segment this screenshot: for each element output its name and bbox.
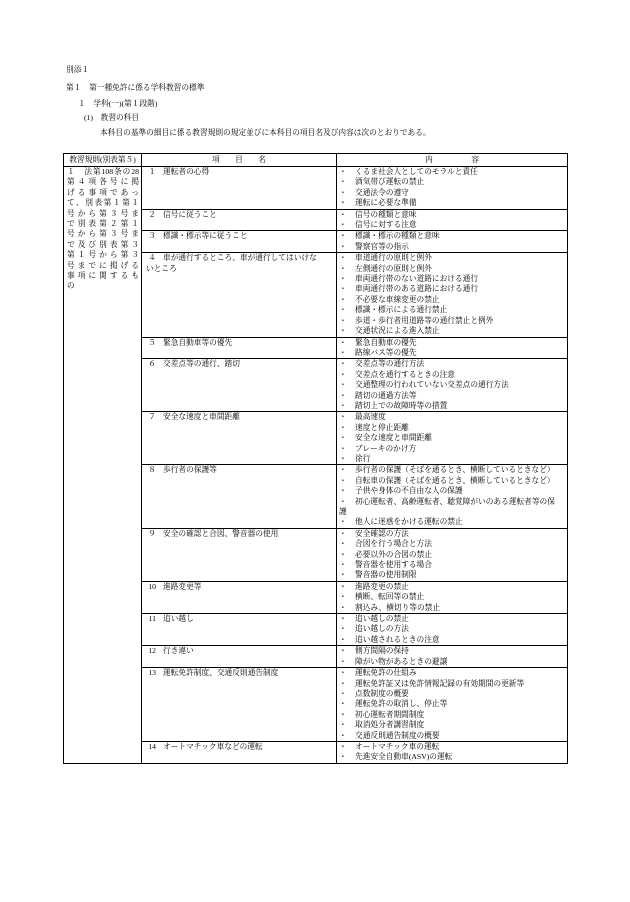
content-text: 踏切上での故障時等の措置 [355,400,448,410]
content-item [339,338,561,348]
intro-text: 本科目の基準の細目に係る教習規則の規定並びに本科目の項目名及び内容は次のとおりである。 [100,128,431,137]
item-number: ２ [148,209,156,219]
content-text: 交通反則通告制度の概要 [355,730,440,740]
bullet-mark: ・ [339,337,347,347]
content-item [339,167,561,177]
content-text: 酒気帯び運転の禁止 [355,177,425,187]
content-text: 緊急自動車の優先 [355,337,417,347]
content-text: 歩行者の保護（そばを通るとき、横断しているときなど） [355,465,555,475]
bullet-mark: ・ [339,517,347,527]
item-number: 10 [148,581,156,591]
content-cell [337,529,567,581]
bullet-mark: ・ [339,443,347,453]
item-name-cell [142,253,337,336]
bullet-mark: ・ [339,315,347,325]
content-text: 横断、転回等の禁止 [355,592,425,602]
item-number: 14 [148,741,156,751]
content-text: 追い越しの禁止 [355,614,409,624]
bullet-mark: ・ [339,709,347,719]
bullet-mark: ・ [339,231,347,241]
subsection-heading: １ 学科(一)(第１段階) [78,99,158,108]
content-cell [337,231,567,252]
content-text: 歩道・歩行者用道路等の通行禁止と例外 [355,315,494,325]
content-cell [337,412,567,464]
content-text: 徐行 [355,453,371,463]
content-item [339,412,561,422]
attachment-label: 別添１ [66,65,90,74]
content-item [339,560,561,570]
content-item [339,177,561,187]
content-text: 安全確認の方法 [355,528,409,538]
content-item [339,679,561,689]
bullet-mark: ・ [339,187,347,197]
content-item [339,657,561,667]
table-row [142,646,567,668]
item-title: 車が通行するところ、車が通行してはいけないところ [146,253,317,273]
bullet-mark: ・ [339,496,347,506]
content-item [339,348,561,358]
content-text: 進路変更の禁止 [355,581,409,591]
bullet-mark: ・ [339,241,347,251]
header-rule: 教習規則(別表第５) [64,154,142,166]
content-text: 交通整理の行われていない交差点の通行方法 [355,380,509,390]
bullet-mark: ・ [339,730,347,740]
content-text: 信号に対する注意 [355,220,417,230]
content-item [339,433,561,443]
item-number: 12 [148,646,156,656]
content-text: 車両通行帯のある道路における通行 [355,284,479,294]
content-item [339,444,561,454]
bullet-mark: ・ [339,678,347,688]
bullet-mark: ・ [339,656,347,666]
content-item [339,486,561,496]
bullet-mark: ・ [339,475,347,485]
table-row [142,742,567,763]
item-number: ５ [148,337,156,347]
content-item [339,529,561,539]
bullet-mark: ・ [339,453,347,463]
item-name-cell [142,338,337,359]
content-item [339,391,561,401]
item-name-cell [142,465,337,527]
content-text: 点数制度の概要 [355,688,409,698]
item-title: 緊急自動車等の優先 [163,337,233,347]
table-body [64,167,567,763]
content-text: 運転に必要な準備 [355,198,417,208]
rule-text-line: の [67,281,75,291]
table-row [142,167,567,210]
bullet-mark: ・ [339,646,347,656]
content-item [339,539,561,549]
item-number: ８ [148,465,156,475]
rule-text-line: 事項に関するも [67,271,139,281]
content-text: 追い越しの方法 [355,624,409,634]
content-text: 不必要な車線変更の禁止 [355,294,440,304]
table-row [142,582,567,614]
content-item [339,550,561,560]
item-name-cell [142,359,337,411]
bullet-mark: ・ [339,570,347,580]
rule-text-line: 号から第３号ま [67,229,139,239]
bullet-mark: ・ [339,528,347,538]
bullet-mark: ・ [339,624,347,634]
bullet-mark: ・ [339,400,347,410]
content-item [339,198,561,208]
content-cell [337,646,567,667]
content-text: 交差点を通行するときの注意 [355,369,455,379]
content-item [339,264,561,274]
bullet-mark: ・ [339,412,347,422]
content-item [339,295,561,305]
bullet-mark: ・ [339,198,347,208]
content-text: 速度と停止距離 [355,422,409,432]
bullet-mark: ・ [339,752,347,762]
item-name-cell [142,582,337,613]
content-text: ブレーキのかけ方 [355,443,417,453]
content-text: 初心運転者、高齢運転者、聴覚障がいのある運転者等の保護 [339,496,555,516]
bullet-mark: ・ [339,209,347,219]
content-text: 取消処分者講習制度 [355,720,425,730]
content-item [339,742,561,752]
content-item [339,380,561,390]
content-text: 他人に迷惑をかける運転の禁止 [355,517,463,527]
curriculum-table [63,153,568,764]
bullet-mark: ・ [339,581,347,591]
rule-text-line: １ 法第108条の28 [67,167,139,176]
content-item [339,668,561,678]
bullet-mark: ・ [339,614,347,624]
bullet-mark: ・ [339,539,347,549]
content-text: 警音器の使用制限 [355,570,417,580]
bullet-mark: ・ [339,380,347,390]
rule-text-line: て、別表第１第１ [67,198,139,208]
content-item [339,370,561,380]
bullet-mark: ・ [339,294,347,304]
content-item [339,570,561,580]
content-text: くるま社会人としてのモラルと責任 [355,167,478,176]
content-text: 運転免許の仕組み [355,668,417,678]
content-item [339,592,561,602]
content-item [339,359,561,369]
item-title: 信号に従うこと [163,209,217,219]
item-number: ９ [148,528,156,538]
bullet-mark: ・ [339,347,347,357]
content-item [339,517,561,527]
table-row [142,359,567,412]
content-text: オートマチック車の運転 [355,741,440,751]
rule-text-line: 号までに掲げる [67,260,139,270]
content-item [339,624,561,634]
item-name-cell [142,210,337,231]
content-item [339,582,561,592]
item-number: ６ [148,359,156,369]
item-number: 11 [148,614,156,624]
item-number: １ [148,167,156,176]
content-item [339,210,561,220]
content-text: 左側通行の原則と例外 [355,263,432,273]
item-name-cell [142,167,337,209]
bullet-mark: ・ [339,668,347,678]
item-name-cell [142,231,337,252]
table-row [142,668,567,742]
bullet-mark: ・ [339,720,347,730]
content-item [339,284,561,294]
content-text: 警察官等の指示 [355,241,409,251]
bullet-mark: ・ [339,560,347,570]
bullet-mark: ・ [339,305,347,315]
bullet-mark: ・ [339,220,347,230]
bullet-mark: ・ [339,602,347,612]
item-number: ４ [148,253,156,263]
content-text: 運転免許証又は免許情報記録の有効期間の更新等 [355,678,525,688]
content-text: 追い越されるときの注意 [355,634,440,644]
content-text: 最高速度 [355,412,386,422]
item-name-cell [142,646,337,667]
item-title: 運転免許制度、交通反則通告制度 [163,668,279,678]
bullet-mark: ・ [339,359,347,369]
content-item [339,305,561,315]
table-row [142,253,567,337]
content-item [339,497,561,518]
rule-text-line: で別表第２第１ [67,219,139,229]
item-title: 安全な速度と車間距離 [163,412,240,422]
content-item [339,731,561,741]
content-text: 踏切の通過方法等 [355,390,417,400]
content-text: 初心運転者期間制度 [355,709,425,719]
item-title: 行き違い [163,646,194,656]
content-item [339,752,561,762]
content-item [339,699,561,709]
content-item [339,635,561,645]
item-name-cell [142,412,337,464]
rule-text-line: 第１号から第３ [67,250,139,260]
content-text: 自転車の保護（そばを通るとき、横断しているときなど） [355,475,555,485]
item-title: 安全の確認と合図、警音器の使用 [163,528,279,538]
content-text: 車道通行の原則と例外 [355,253,432,263]
table-row [142,465,567,528]
content-text: 運転免許の取消し、停止等 [355,699,448,709]
content-item [339,188,561,198]
content-text: 先進安全自動車(ASV)の運転 [355,752,453,762]
bullet-mark: ・ [339,369,347,379]
content-text: 障がい物があるときの避譲 [355,656,448,666]
item-number: ７ [148,412,156,422]
content-text: 信号の種類と意味 [355,209,417,219]
item-title: 追い越し [163,614,194,624]
bullet-mark: ・ [339,263,347,273]
content-item [339,242,561,252]
rule-text-line: 第４項各号に掲 [67,177,139,187]
bullet-mark: ・ [339,274,347,284]
content-text: 必要以外の合図の禁止 [355,549,432,559]
content-text: 路線バス等の優先 [355,347,417,357]
bullet-mark: ・ [339,634,347,644]
item-title: 交差点等の通行、踏切 [163,359,240,369]
bullet-mark: ・ [339,253,347,263]
bullet-mark: ・ [339,688,347,698]
bullet-mark: ・ [339,486,347,496]
item-title: 運転者の心得 [163,167,210,176]
table-row [142,529,567,582]
content-item [339,710,561,720]
row-list [142,167,567,763]
content-cell [337,742,567,763]
content-cell [337,668,567,741]
content-item [339,646,561,656]
content-text: 安全な速度と車間距離 [355,433,432,443]
content-item [339,454,561,464]
item-number: ３ [148,231,156,241]
content-item [339,231,561,241]
content-cell [337,614,567,645]
rule-text-line: で及び別表第３ [67,239,139,249]
content-item [339,316,561,326]
content-text: 警音器を使用する場合 [355,560,432,570]
bullet-mark: ・ [339,284,347,294]
bullet-mark: ・ [339,433,347,443]
content-item [339,401,561,411]
content-item [339,253,561,263]
content-text: 交差点等の通行方法 [355,359,425,369]
table-row [142,412,567,465]
item-name-cell [142,614,337,645]
bullet-mark: ・ [339,549,347,559]
content-text: 標識・標示による通行禁止 [355,305,448,315]
rule-text-line: げる事項であっ [67,187,139,197]
content-item [339,614,561,624]
content-cell [337,338,567,359]
content-cell [337,359,567,411]
section-heading: 第１ 第一種免許に係る学科教習の標準 [66,83,205,92]
item-number: 13 [148,668,156,678]
table-header [64,154,567,167]
content-text: 標識・標示の種類と意味 [355,231,440,241]
bullet-mark: ・ [339,326,347,336]
content-text: 子供や身体の不自由な人の保護 [355,486,463,496]
content-cell [337,465,567,527]
header-item-name: 項 目 名 [142,154,337,166]
content-item [339,603,561,613]
content-item [339,689,561,699]
item-name-cell [142,529,337,581]
header-content: 内 容 [425,155,479,164]
content-cell [337,167,567,209]
content-cell [337,253,567,336]
content-text: 交通状況による進入禁止 [355,326,440,336]
content-text: 交通法令の遵守 [355,187,409,197]
table-row [142,231,567,253]
item-title: オートマチック車などの運転 [163,741,263,751]
content-item [339,274,561,284]
content-item [339,465,561,475]
bullet-mark: ・ [339,390,347,400]
rule-text-line: 号から第３号ま [67,208,139,218]
content-item [339,423,561,433]
content-text: 合図を行う場合と方法 [355,539,432,549]
content-item [339,720,561,730]
content-item [339,476,561,486]
table-row [142,614,567,646]
table-row [142,210,567,232]
bullet-mark: ・ [339,741,347,751]
item-title: 進路変更等 [163,581,202,591]
table-row [142,338,567,360]
content-text: 割込み、横切り等の禁止 [355,602,441,612]
bullet-mark: ・ [339,465,347,475]
content-item [339,220,561,230]
content-text: 側方間隔の保持 [355,646,409,656]
bullet-mark: ・ [339,177,347,187]
content-cell [337,210,567,231]
item-name-cell [142,742,337,763]
item-name-cell [142,668,337,741]
content-text: 車両通行帯のない道路における通行 [355,274,479,284]
bullet-mark: ・ [339,699,347,709]
bullet-mark: ・ [339,167,347,176]
content-cell [337,582,567,613]
content-item [339,326,561,336]
item-title: 歩行者の保護等 [163,465,217,475]
rule-cell [64,167,142,763]
item-title: 標識・標示等に従うこと [163,231,248,241]
item-heading: (1) 教習の科目 [84,113,140,122]
bullet-mark: ・ [339,422,347,432]
bullet-mark: ・ [339,592,347,602]
